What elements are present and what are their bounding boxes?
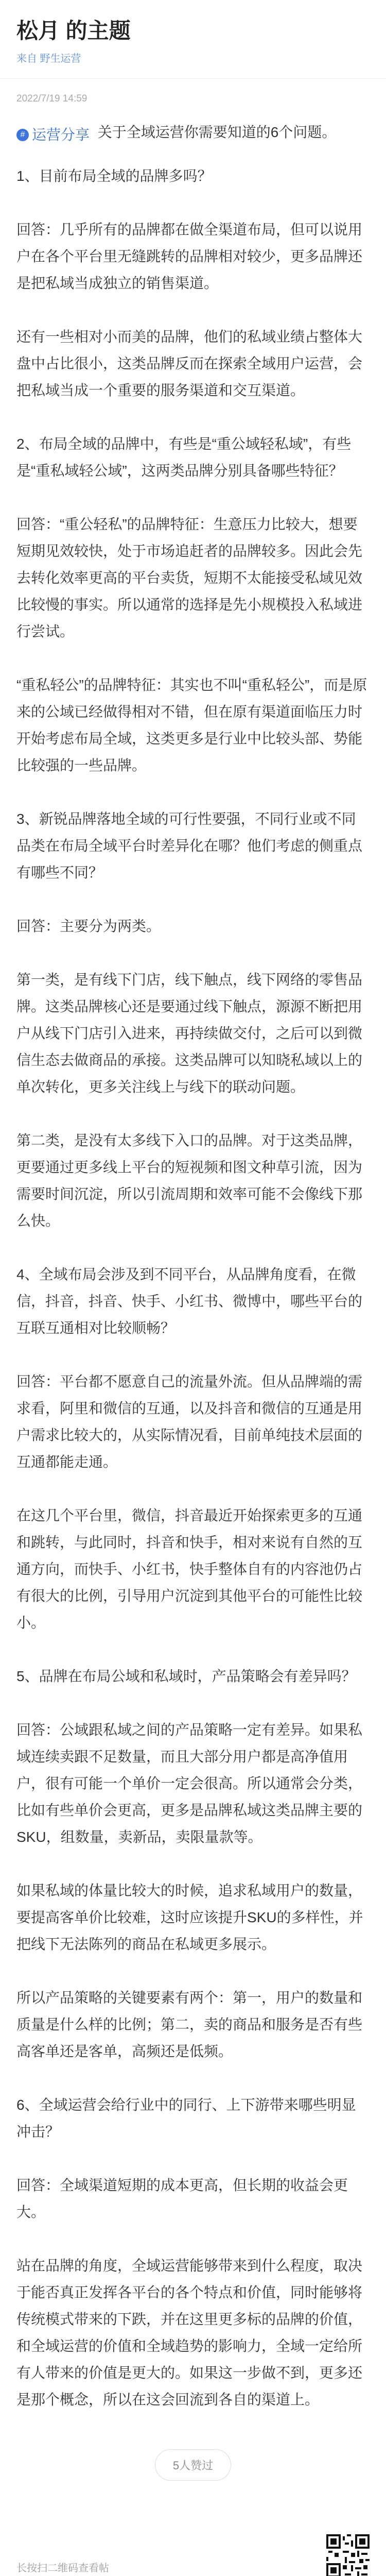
post-time: 2022/7/19 14:59	[16, 93, 87, 104]
paragraph: “重私轻公”的品牌特征：其实也不叫“重私轻公”，而是原来的公域已经做得相对不错，但在原有渠道面临压力时开始考虑布局全域，这类更多是行业中比较头部、势能比较强的一些品牌。	[16, 676, 367, 773]
topic-tag-label: 运营分享	[32, 126, 90, 143]
paragraph: 回答：几乎所有的品牌都在做全渠道布局，但可以说用户在各个平台里无缝跳转的品牌相对较少，更多品牌还是把私域当成独立的销售渠道。	[16, 221, 363, 291]
paragraph: 如果私域的体量比较大的时候，追求私域用户的数量，要提高客单价比较难，这时应该提升SKU的多样性，并把线下无法陈列的商品在私域更多展示。	[16, 1882, 363, 1952]
paragraph: 回答：“重公轻私”的品牌特征：生意压力比较大，想要短期见效较快，处于市场追赶者的品牌较多。因此会先去转化效率更高的平台卖货，短期不太能接受私域见效比较慢的事实。所以通常的选择是先小规模投入私域进行尝试。	[16, 516, 363, 639]
paragraph: 回答：公域跟私域之间的产品策略一定有差异。如果私域连续卖跟不足数量，而且大部分用户都是高净值用户，很有可能一个单价一定会很高。所以通常会分类，比如有些单价会更高，更多是品牌私域这类品牌主要的SKU，组数量，卖新品，卖限量款等。	[16, 1721, 363, 1845]
post-lead	[16, 119, 370, 148]
qr-hint: 长按扫二维码查看帖	[16, 2562, 109, 2574]
paragraph: 所以产品策略的关键要素有两个：第一，用户的数量和质量是什么样的比例；第二，卖的商品和服务是否有些高客单还是客单，高频还是低频。	[16, 1989, 363, 2059]
paragraph: 3、新锐品牌落地全域的可行性要强，不同行业或不同品类在布局全域平台时差异化在哪？他们考虑的侧重点有哪些不同？	[16, 810, 363, 880]
post-content	[0, 119, 386, 2529]
paragraph: 站在品牌的角度，全域运营能够带来到什么程度，取决于能否真正发挥各平台的各个特点和价值，同时能够将传统模式带来的下跌，并在这里更多标的品牌的价值，和全域运营的价值和全域趋势的影响力，全域一定给所有人带来的价值是更大的。如果这一步做不到，更多还是那个概念，所以在这会回流到各自的渠道上。	[16, 2257, 363, 2408]
paragraph: 回答：主要分为两类。	[16, 918, 161, 934]
paragraph: 还有一些相对小而美的品牌，他们的私域业绩占整体大盘中占比很小，这类品牌反而在探索全域用户运营，会把私域当成一个重要的服务渠道和交互渠道。	[16, 328, 363, 398]
paragraph: 6、全域运营会给行业中的同行、上下游带来哪些明显冲击？	[16, 2096, 356, 2140]
paragraph: 第一类，是有线下门店，线下触点，线下网络的零售品牌。这类品牌核心还是要通过线下触点，源源不断把用户从线下门店引入进来，再持续做交付，之后可以到微信生态去做商品的承接。这类品牌可以知晓私域以上的单次转化，更多关注线上与线下的联动问题。	[16, 971, 363, 1095]
topic-tag[interactable]	[16, 122, 90, 148]
paragraph: 回答：全域渠道短期的成本更高，但长期的收益会更大。	[16, 2177, 348, 2220]
paragraph: 在这几个平台里，微信，抖音最近开始探索更多的互通和跳转，与此同时，抖音和快手，相对来说有自然的互通方向，而快手、小红书，快手整体自有的内容池仍占有很大的比例，引导用户沉淀到其他平台的可能性比较小。	[16, 1507, 363, 1631]
paragraph: 5、品牌在布局公域和私域时，产品策略会有差异吗？	[16, 1668, 356, 1684]
lead-text: 关于全域运营你需要知道的6个问题。	[97, 124, 337, 140]
likes-button[interactable]: 5人赞过	[155, 2449, 231, 2481]
hashtag-icon: #	[16, 129, 29, 141]
paragraph: 1、目前布局全域的品牌多吗？	[16, 167, 212, 184]
paragraph: 回答：平台都不愿意自己的流量外流。但从品牌端的需求看，阿里和微信的互通，以及抖音和微信的互通是用户需求比较大的，从实际情况看，目前单纯技术层面的互通都能走通。	[16, 1373, 363, 1470]
page-title: 松月 的主题	[16, 19, 131, 43]
qr-code-icon	[326, 2534, 370, 2576]
paragraph: 2、布局全域的品牌中，有些是“重公域轻私域”，有些是“重私域轻公域”，这两类品牌分别具备哪些特征？	[16, 435, 352, 479]
author-link[interactable]: 来自 野生运营	[16, 53, 81, 64]
topic-header	[0, 0, 386, 79]
paragraph: 4、全域布局会涉及到不同平台，从品牌角度看，在微信，抖音，抖音、快手、小红书、微博中，哪些平台的互联互通相对比较顺畅？	[16, 1266, 363, 1336]
likes-row	[16, 2449, 370, 2481]
header-meta	[16, 50, 370, 65]
paragraph: 第二类，是没有太多线下入口的品牌。对于这类品牌，更要通过更多线上平台的短视频和图文种草引流，因为需要时间沉淀，所以引流周期和效率可能不会像线下那么快。	[16, 1132, 363, 1229]
footer	[0, 2529, 386, 2576]
